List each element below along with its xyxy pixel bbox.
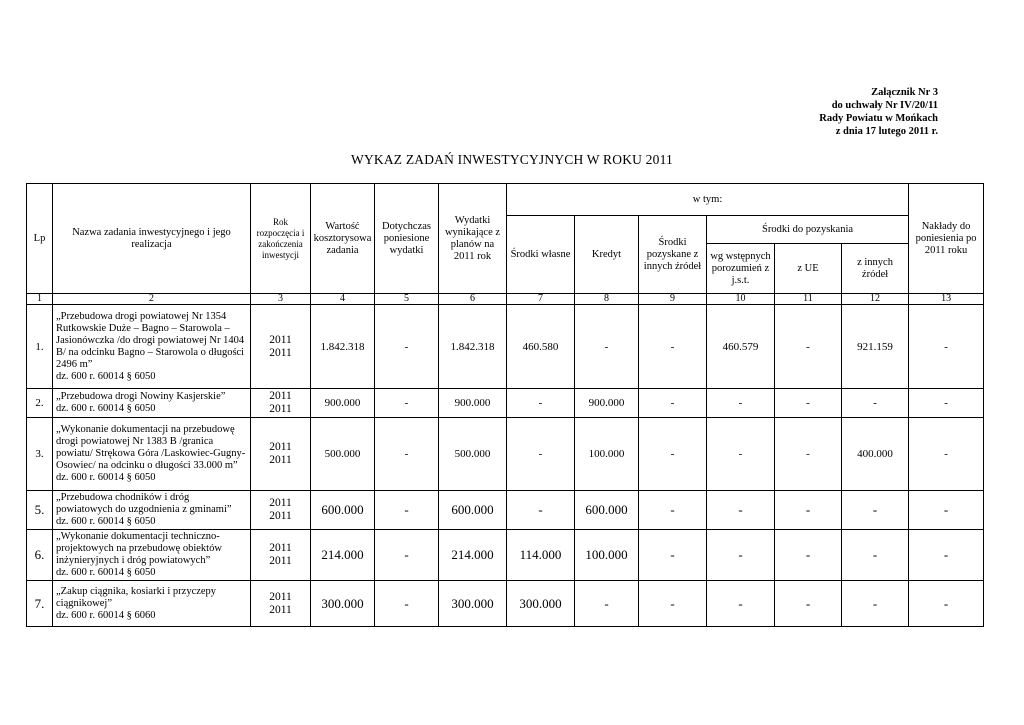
cell-agreements: - [707, 418, 775, 491]
cell-eu: - [775, 581, 842, 627]
annex-line-3: Rady Powiatu w Mońkach [819, 113, 938, 124]
cell-eu: - [775, 491, 842, 530]
cell-remaining: - [909, 581, 984, 627]
row-lp: 3. [27, 418, 53, 491]
investment-table [26, 183, 984, 627]
table-row [27, 530, 984, 581]
table-row [27, 581, 984, 627]
column-number: 8 [575, 294, 639, 305]
cell-agreements: 460.579 [707, 305, 775, 389]
row-years [251, 581, 311, 627]
cell-own: - [507, 418, 575, 491]
cell-planned: 1.842.318 [439, 305, 507, 389]
column-number: 1 [27, 294, 53, 305]
year-start: 2011 [269, 542, 292, 554]
row-years [251, 305, 311, 389]
cell-spent: - [375, 305, 439, 389]
cell-cost: 1.842.318 [311, 305, 375, 389]
cell-spent: - [375, 491, 439, 530]
cell-eu: - [775, 418, 842, 491]
cell-other-obtained: - [639, 305, 707, 389]
cell-other-obtained: - [639, 491, 707, 530]
year-start: 2011 [269, 333, 292, 346]
task-name: „Przebudowa chodników i dróg powiatowych do uzgodnienia z gminami” [56, 492, 232, 515]
header-other-obtained: Środki pozyskane z innych źródeł [639, 216, 707, 294]
cell-remaining: - [909, 491, 984, 530]
header-eu: z UE [775, 244, 842, 294]
cell-remaining: - [909, 305, 984, 389]
year-start: 2011 [269, 497, 292, 509]
cell-own: 300.000 [507, 581, 575, 627]
cell-other-obtained: - [639, 418, 707, 491]
cell-own: 460.580 [507, 305, 575, 389]
header-agreements: wg wstępnych porozumień z j.s.t. [707, 244, 775, 294]
document-title: WYKAZ ZADAŃ INWESTYCYJNYCH W ROKU 2011 [351, 152, 673, 167]
year-end: 2011 [269, 510, 292, 522]
task-code: dz. 600 r. 60014 § 6050 [56, 516, 156, 527]
column-number: 11 [775, 294, 842, 305]
column-number: 10 [707, 294, 775, 305]
header-remaining: Nakłady do poniesienia po 2011 roku [909, 184, 984, 294]
cell-other-sources: 400.000 [842, 418, 909, 491]
row-lp: 7. [27, 581, 53, 627]
cell-spent: - [375, 581, 439, 627]
cell-other-obtained: - [639, 389, 707, 418]
year-end: 2011 [269, 454, 292, 466]
cell-credit: 100.000 [575, 530, 639, 581]
task-name: „Przebudowa drogi Nowiny Kasjerskie” [56, 391, 226, 402]
cell-agreements: - [707, 389, 775, 418]
row-years [251, 491, 311, 530]
cell-planned: 600.000 [439, 491, 507, 530]
cell-remaining: - [909, 389, 984, 418]
year-end: 2011 [269, 403, 292, 415]
column-number: 13 [909, 294, 984, 305]
cell-own: - [507, 491, 575, 530]
task-name: „Wykonanie dokumentacji na przebudowę drogi powiatowej Nr 1383 B /granica powiatu/ Strękowa Góra /Laskowiec-Gugny-Osowiec/ na odcinku o długości 33.000 m” [56, 424, 246, 471]
row-task [53, 389, 251, 418]
cell-own: 114.000 [507, 530, 575, 581]
cell-planned: 214.000 [439, 530, 507, 581]
column-number-row [27, 294, 984, 305]
row-lp: 1. [27, 305, 53, 389]
header-other-sources: z innych źródeł [842, 244, 909, 294]
task-name: „Zakup ciągnika, kosiarki i przyczepy ciągnikowej” [56, 585, 217, 609]
cell-planned: 500.000 [439, 418, 507, 491]
cell-other-sources: - [842, 491, 909, 530]
row-task [53, 305, 251, 389]
column-number: 6 [439, 294, 507, 305]
header-planned: Wydatki wynikające z planów na 2011 rok [439, 184, 507, 294]
header-own: Środki własne [507, 216, 575, 294]
task-code: dz. 600 r. 60014 § 6060 [56, 609, 156, 621]
cell-remaining: - [909, 418, 984, 491]
header-lp: Lp [27, 184, 53, 294]
task-name: „Wykonanie dokumentacji techniczno-projektowych na przebudowę obiektów inżynieryjnych i dróg powiatowych” [56, 531, 222, 566]
header-to-obtain: Środki do pozyskania [707, 216, 909, 244]
header-credit: Kredyt [575, 216, 639, 294]
cell-eu: - [775, 389, 842, 418]
row-task [53, 530, 251, 581]
cell-planned: 300.000 [439, 581, 507, 627]
cell-credit: - [575, 305, 639, 389]
task-code: dz. 600 r. 60014 § 6050 [56, 567, 156, 578]
annex-note [678, 86, 938, 138]
cell-other-sources: - [842, 389, 909, 418]
cell-agreements: - [707, 581, 775, 627]
row-years [251, 530, 311, 581]
cell-credit: - [575, 581, 639, 627]
cell-cost: 300.000 [311, 581, 375, 627]
cell-spent: - [375, 530, 439, 581]
column-number: 12 [842, 294, 909, 305]
cell-agreements: - [707, 530, 775, 581]
header-w-tym: w tym: [507, 184, 909, 216]
year-end: 2011 [269, 555, 292, 567]
year-start: 2011 [269, 441, 292, 453]
row-task [53, 491, 251, 530]
column-number: 4 [311, 294, 375, 305]
cell-spent: - [375, 389, 439, 418]
header-spent: Dotychczas poniesione wydatki [375, 184, 439, 294]
cell-cost: 900.000 [311, 389, 375, 418]
row-lp: 6. [27, 530, 53, 581]
task-code: dz. 600 r. 60014 § 6050 [56, 403, 156, 414]
row-lp: 2. [27, 389, 53, 418]
year-start: 2011 [269, 590, 292, 603]
table-header [27, 184, 984, 305]
cell-credit: 100.000 [575, 418, 639, 491]
column-number: 9 [639, 294, 707, 305]
column-number: 2 [53, 294, 251, 305]
task-code: dz. 600 r. 60014 § 6050 [56, 472, 156, 483]
cell-other-obtained: - [639, 530, 707, 581]
cell-other-sources: - [842, 530, 909, 581]
table-row [27, 305, 984, 389]
cell-eu: - [775, 305, 842, 389]
cell-remaining: - [909, 530, 984, 581]
header-cost: Wartość kosztorysowa zadania [311, 184, 375, 294]
header-name: Nazwa zadania inwestycyjnego i jego realizacja [53, 184, 251, 294]
annex-line-4: z dnia 17 lutego 2011 r. [835, 126, 938, 137]
cell-own: - [507, 389, 575, 418]
cell-cost: 500.000 [311, 418, 375, 491]
cell-spent: - [375, 418, 439, 491]
annex-line-2: do uchwały Nr IV/20/11 [831, 100, 938, 111]
column-number: 7 [507, 294, 575, 305]
cell-other-sources: 921.159 [842, 305, 909, 389]
cell-other-obtained: - [639, 581, 707, 627]
row-task [53, 581, 251, 627]
column-number: 3 [251, 294, 311, 305]
year-end: 2011 [269, 603, 292, 616]
row-years [251, 418, 311, 491]
cell-cost: 214.000 [311, 530, 375, 581]
table-row [27, 389, 984, 418]
cell-credit: 600.000 [575, 491, 639, 530]
cell-eu: - [775, 530, 842, 581]
table-body [27, 305, 984, 627]
row-task [53, 418, 251, 491]
annex-line-1: Załącznik Nr 3 [871, 87, 938, 98]
cell-agreements: - [707, 491, 775, 530]
row-years [251, 389, 311, 418]
task-name: „Przebudowa drogi powiatowej Nr 1354 Rutkowskie Duże – Bagno – Starowola – Jasionówczka /do drogi powiatowej Nr 1404 B/ na odcinku Bagno – Starowola o długości 2496 m” [56, 310, 245, 370]
cell-cost: 600.000 [311, 491, 375, 530]
table-row [27, 491, 984, 530]
year-end: 2011 [269, 346, 292, 359]
row-lp: 5. [27, 491, 53, 530]
cell-other-sources: - [842, 581, 909, 627]
cell-credit: 900.000 [575, 389, 639, 418]
cell-planned: 900.000 [439, 389, 507, 418]
table-row [27, 418, 984, 491]
year-start: 2011 [269, 390, 292, 402]
task-code: dz. 600 r. 60014 § 6050 [56, 370, 156, 382]
header-year: Rok rozpoczęcia i zakończenia inwestycji [251, 184, 311, 294]
column-number: 5 [375, 294, 439, 305]
